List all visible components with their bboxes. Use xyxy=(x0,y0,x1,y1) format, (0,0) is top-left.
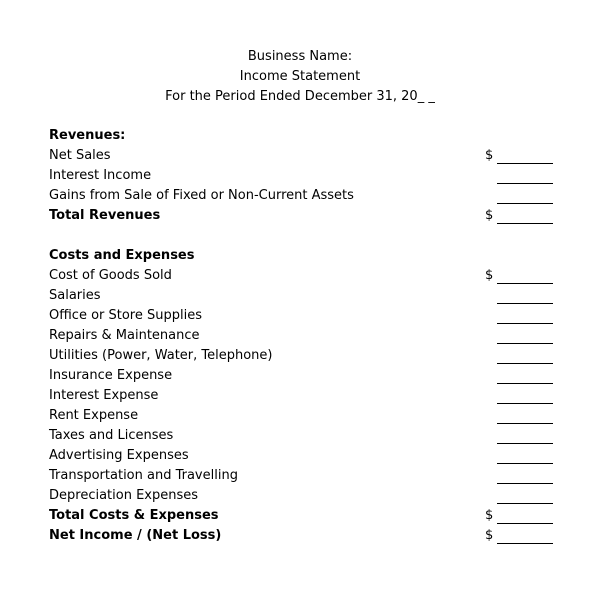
statement-row-net-income-net-loss xyxy=(49,527,569,545)
statement-row-repairs-maintenance xyxy=(49,327,569,345)
amount-blank-line[interactable] xyxy=(497,543,553,544)
statement-row-office-or-store-supplies xyxy=(49,307,569,325)
line-item-label: Utilities (Power, Water, Telephone) xyxy=(49,348,273,363)
section-heading: Total Costs & Expenses xyxy=(49,508,219,523)
line-item-label: Insurance Expense xyxy=(49,368,173,383)
statement-row-depreciation-expenses xyxy=(49,487,569,505)
amount-blank-line[interactable] xyxy=(497,523,553,524)
line-item-label: Depreciation Expenses xyxy=(49,488,199,503)
line-item-label: Cost of Goods Sold xyxy=(49,268,172,283)
amount-blank-line[interactable] xyxy=(497,463,553,464)
statement-row-insurance-expense xyxy=(49,367,569,385)
section-heading: Costs and Expenses xyxy=(49,248,195,263)
line-item-label: Net Sales xyxy=(49,148,111,163)
amount-blank-line[interactable] xyxy=(497,163,553,164)
line-item-label: Transportation and Travelling xyxy=(49,468,238,483)
amount-blank-line[interactable] xyxy=(497,403,553,404)
statement-row-rent-expense xyxy=(49,407,569,425)
statement-row-taxes-and-licenses xyxy=(49,427,569,445)
amount-blank-line[interactable] xyxy=(497,203,553,204)
amount-blank-line[interactable] xyxy=(497,343,553,344)
section-heading: Revenues: xyxy=(49,128,126,143)
line-item-label: Advertising Expenses xyxy=(49,448,189,463)
amount-blank-line[interactable] xyxy=(497,503,553,504)
business-name-heading: Business Name: xyxy=(247,49,353,64)
amount-blank-line[interactable] xyxy=(497,183,553,184)
line-item-label: Taxes and Licenses xyxy=(49,428,174,443)
section-heading: Net Income / (Net Loss) xyxy=(49,528,222,543)
statement-title: Income Statement xyxy=(239,69,361,84)
statement-row-net-sales xyxy=(49,147,569,165)
statement-row-total-costs-expenses xyxy=(49,507,569,525)
section-heading: Total Revenues xyxy=(49,208,161,223)
statement-row-costs-and-expenses xyxy=(49,247,569,265)
line-item-label: Interest Income xyxy=(49,168,152,183)
line-item-label: Salaries xyxy=(49,288,101,303)
amount-blank-line[interactable] xyxy=(497,303,553,304)
statement-row-utilities-power-water-telephone xyxy=(49,347,569,365)
statement-row-revenues xyxy=(49,127,569,145)
statement-row-gains-from-sale-of-fixed-or-non-current-assets xyxy=(49,187,569,205)
amount-blank-line[interactable] xyxy=(497,383,553,384)
statement-row-cost-of-goods-sold xyxy=(49,267,569,285)
statement-row-transportation-and-travelling xyxy=(49,467,569,485)
line-item-label: Gains from Sale of Fixed or Non-Current Assets xyxy=(49,188,354,203)
dollar-sign: $ xyxy=(485,508,494,523)
line-item-label: Interest Expense xyxy=(49,388,159,403)
line-item-label: Rent Expense xyxy=(49,408,139,423)
statement-row-interest-income xyxy=(49,167,569,185)
amount-blank-line[interactable] xyxy=(497,323,553,324)
dollar-sign: $ xyxy=(485,148,494,163)
statement-row-salaries xyxy=(49,287,569,305)
dollar-sign: $ xyxy=(485,268,494,283)
line-item-label: Repairs & Maintenance xyxy=(49,328,200,343)
amount-blank-line[interactable] xyxy=(497,483,553,484)
amount-blank-line[interactable] xyxy=(497,443,553,444)
dollar-sign: $ xyxy=(485,208,494,223)
line-item-label: Office or Store Supplies xyxy=(49,308,202,323)
amount-blank-line[interactable] xyxy=(497,363,553,364)
statement-row-total-revenues xyxy=(49,207,569,225)
statement-row-advertising-expenses xyxy=(49,447,569,465)
amount-blank-line[interactable] xyxy=(497,283,553,284)
statement-period: For the Period Ended December 31, 20_ _ xyxy=(165,89,435,104)
statement-row-interest-expense xyxy=(49,387,569,405)
dollar-sign: $ xyxy=(485,528,494,543)
amount-blank-line[interactable] xyxy=(497,423,553,424)
amount-blank-line[interactable] xyxy=(497,223,553,224)
